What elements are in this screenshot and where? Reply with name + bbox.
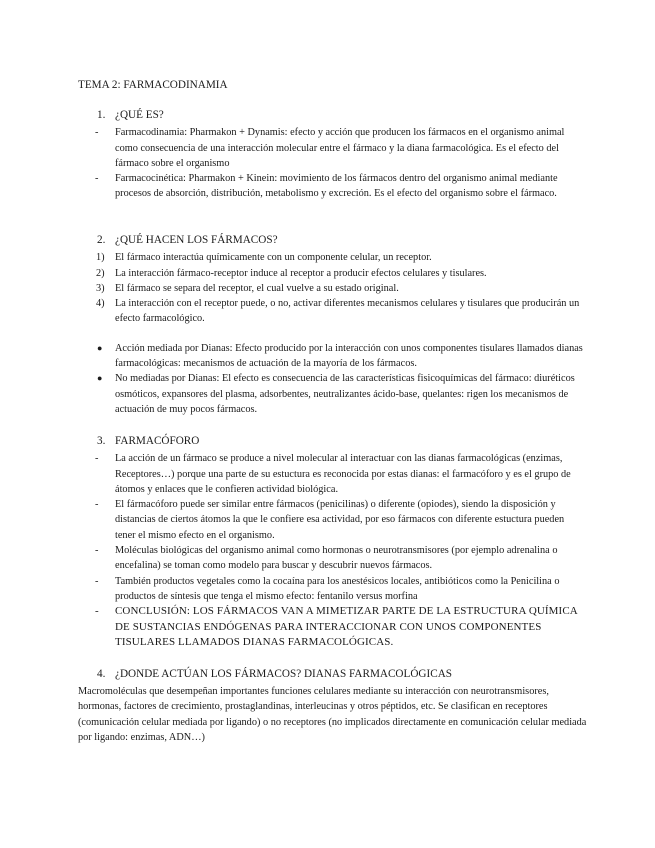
list-item [78, 171, 583, 202]
list-item-text: Farmacocinética: Pharmakon + Kinein: movimiento de los fármacos dentro del organismo animal mediante procesos de absorción, distribución, metabolismo y excreción. Es el efecto del organismo sobre el fármaco. [115, 173, 558, 200]
section-title: ¿DONDE ACTÚAN LOS FÁRMACOS? DIANAS FARMACOLÓGICAS [115, 668, 452, 680]
list-item-text: El fármacóforo puede ser similar entre fármacos (penicilinas) o diferente (opiodes), siendo la disposición y distancias de ciertos átomos la que le confiere esa actividad, por eso fármacos con diferente estuctura pueden tener el mismo efecto en el organismo. [115, 499, 565, 541]
number-marker: 4) [96, 298, 105, 310]
list-item [78, 451, 583, 497]
number-marker: 3) [96, 282, 105, 294]
section-number: 1. [97, 109, 106, 121]
conclusion-item [78, 604, 583, 650]
section-que-hacen [78, 233, 583, 417]
section-heading [78, 667, 583, 682]
list-item-text: El fármaco se separa del receptor, el cual vuelve a su estado original. [115, 282, 399, 294]
list-item-text: También productos vegetales como la cocaína para los anestésicos locales, antibióticos como la Penicilina o productos de síntesis que tenga el mismo efecto: fentanilo versus morfina [115, 575, 560, 602]
section-que-es [78, 108, 583, 202]
section-heading [78, 434, 583, 449]
section-number: 2. [97, 234, 106, 246]
bullet-item [78, 341, 583, 372]
section-title: ¿QUÉ ES? [115, 109, 164, 121]
list-item [78, 543, 583, 574]
conclusion-text: CONCLUSIÓN: LOS FÁRMACOS VAN A MIMETIZAR PARTE DE LA ESTRUCTURA QUÍMICA DE SUSTANCIAS ENDÓGENAS PARA INTERACCIONAR CON UNOS COMPONENTES TISULARES LLAMADOS DIANAS FARMACOLÓGICAS. [115, 605, 578, 648]
number-marker: 1) [96, 252, 105, 264]
list-item [78, 125, 583, 171]
list-item [78, 497, 583, 543]
dash-marker: - [95, 545, 99, 557]
bullet-icon: ● [97, 373, 103, 384]
section-heading [78, 108, 583, 123]
section-title: ¿QUÉ HACEN LOS FÁRMACOS? [115, 234, 278, 246]
numbered-item [78, 250, 583, 265]
dash-marker: - [95, 173, 99, 185]
dash-marker: - [95, 605, 99, 618]
page-title: TEMA 2: FARMACODINAMIA [78, 79, 228, 91]
list-item-text: La interacción con el receptor puede, o no, activar diferentes mecanismos celulares y tisulares que producirán un efecto farmacológico. [115, 298, 580, 325]
section-number: 3. [97, 435, 106, 447]
number-marker: 2) [96, 267, 105, 279]
dash-marker: - [95, 499, 99, 511]
bullet-item [78, 371, 583, 417]
bullet-icon: ● [97, 342, 103, 353]
section-farmacoforo [78, 434, 583, 650]
list-item-text: La interacción fármaco-receptor induce al receptor a producir efectos celulares y tisulares. [115, 267, 487, 279]
numbered-item [78, 266, 583, 281]
dash-marker: - [95, 453, 99, 465]
list-item-text: No mediadas por Dianas: El efecto es consecuencia de las características fisicoquímicas del fármaco: diuréticos osmóticos, expansores del plasma, adsorbentes, neutralizantes ácido-base, quelantes: rigen los mecanismos de actuación de muy pocos fármacos. [115, 373, 575, 415]
list-item-text: Farmacodinamia: Pharmakon + Dynamis: efecto y acción que producen los fármacos en el organismo animal como consecuencia de una interacción molecular entre el fármaco y la diana farmacológica. Es el efecto del fármaco sobre el organismo [115, 127, 565, 169]
dash-marker: - [95, 575, 99, 587]
list-item [78, 574, 583, 605]
numbered-item [78, 281, 583, 296]
section-title: FARMACÓFORO [115, 435, 200, 447]
body-paragraph: Macromoléculas que desempeñan importantes funciones celulares mediante su interacción con neurotransmisores, hormonas, factores de crecimiento, prostaglandinas, interleucinas y otros péptidos, etc. Se clasifican en receptores (comunicación celular mediada por ligando) o no receptores (no implicados directamente en comunicación celular mediada por ligando: enzimas, ADN…) [78, 686, 587, 743]
numbered-item [78, 296, 583, 327]
list-item-text: Moléculas biológicas del organismo animal como hormonas o neurotransmisores (por ejemplo adrenalina o encefalina) se toman como modelo para buscar y descubrir nuevos fármacos. [115, 545, 558, 572]
section-dianas [78, 667, 583, 684]
list-item-text: Acción mediada por Dianas: Efecto producido por la interacción con unos componentes tisulares llamados dianas farmacológicas: mecanismos de actuación de la mayoría de los fármacos. [115, 342, 583, 370]
list-item-text: El fármaco interactúa químicamente con un componente celular, un receptor. [115, 252, 432, 264]
section-heading [78, 233, 583, 248]
list-item-text: La acción de un fármaco se produce a nivel molecular al interactuar con las dianas farmacológicas (enzimas, Receptores…) porque una parte de su estuctura es reconocida por estas dianas: el farmacóforo y es el grupo de átomos y enlaces que le confieren actividad biológica. [115, 453, 571, 495]
dash-marker: - [95, 127, 99, 139]
section-number: 4. [97, 668, 106, 680]
